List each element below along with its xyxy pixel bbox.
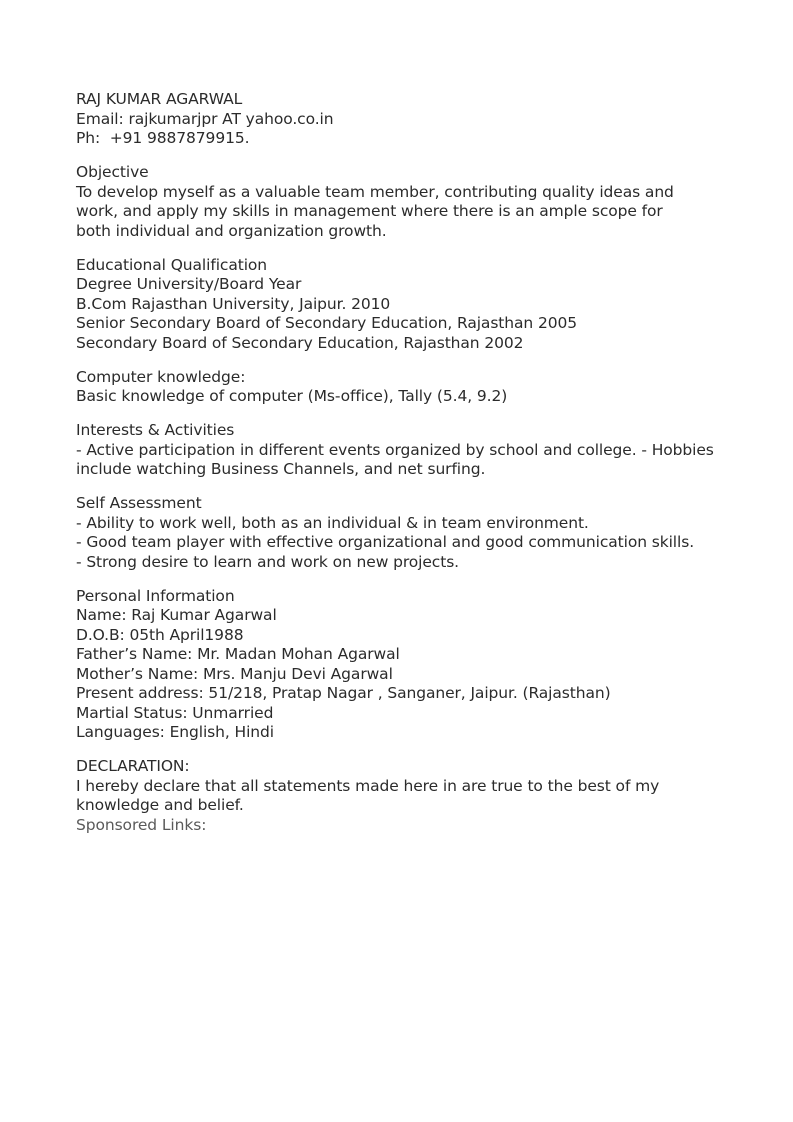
interests-text: - Active participation in different events organized by school and college. - Hobbies include watching Business Channels, and net surfing. (76, 440, 714, 478)
sponsored-links-label: Sponsored Links: (76, 815, 207, 834)
candidate-name: RAJ KUMAR AGARWAL (76, 90, 243, 108)
education-section (76, 256, 776, 354)
personal-line: Martial Status: Unmarried (76, 703, 274, 722)
objective-heading: Objective (76, 163, 149, 181)
self-assessment-heading: Self Assessment (76, 494, 202, 512)
education-line: B.Com Rajasthan University, Jaipur. 2010 (76, 294, 391, 313)
personal-line: Father’s Name: Mr. Madan Mohan Agarwal (76, 645, 400, 663)
self-assessment-line: - Ability to work well, both as an individual & in team environment. (76, 513, 589, 532)
interests-heading: Interests & Activities (76, 421, 235, 439)
declaration-text: I hereby declare that all statements made here in are true to the best of my knowledge and belief. (76, 776, 660, 814)
personal-section (76, 587, 776, 743)
email-line: Email: rajkumarjpr AT yahoo.co.in (76, 109, 334, 128)
computer-heading: Computer knowledge: (76, 367, 246, 386)
education-line: Secondary Board of Secondary Education, Rajasthan 2002 (76, 333, 524, 352)
objective-text: To develop myself as a valuable team member, contributing quality ideas and work, and apply my skills in management where there is an ample scope for both individual and organization growth. (76, 182, 674, 240)
objective-section (76, 163, 776, 241)
self-assessment-section (76, 494, 776, 572)
education-line: Degree University/Board Year (76, 275, 302, 293)
header-section (76, 90, 776, 149)
personal-line: Languages: English, Hindi (76, 723, 274, 741)
self-assessment-line: - Strong desire to learn and work on new projects. (76, 552, 459, 571)
declaration-section (76, 757, 776, 835)
personal-line: Name: Raj Kumar Agarwal (76, 606, 277, 624)
resume-document (76, 90, 776, 850)
phone-line: Ph: +91 9887879915. (76, 129, 250, 147)
personal-heading: Personal Information (76, 586, 235, 605)
self-assessment-line: - Good team player with effective organizational and good communication skills. (76, 533, 695, 551)
education-heading: Educational Qualification (76, 255, 268, 274)
interests-section (76, 421, 776, 480)
computer-section (76, 368, 776, 407)
computer-text: Basic knowledge of computer (Ms-office), Tally (5.4, 9.2) (76, 387, 508, 405)
declaration-heading: DECLARATION: (76, 757, 190, 775)
personal-line: Present address: 51/218, Pratap Nagar , Sanganer, Jaipur. (Rajasthan) (76, 684, 611, 702)
personal-line: D.O.B: 05th April1988 (76, 625, 244, 644)
education-line: Senior Secondary Board of Secondary Education, Rajasthan 2005 (76, 314, 577, 332)
personal-line: Mother’s Name: Mrs. Manju Devi Agarwal (76, 664, 393, 683)
